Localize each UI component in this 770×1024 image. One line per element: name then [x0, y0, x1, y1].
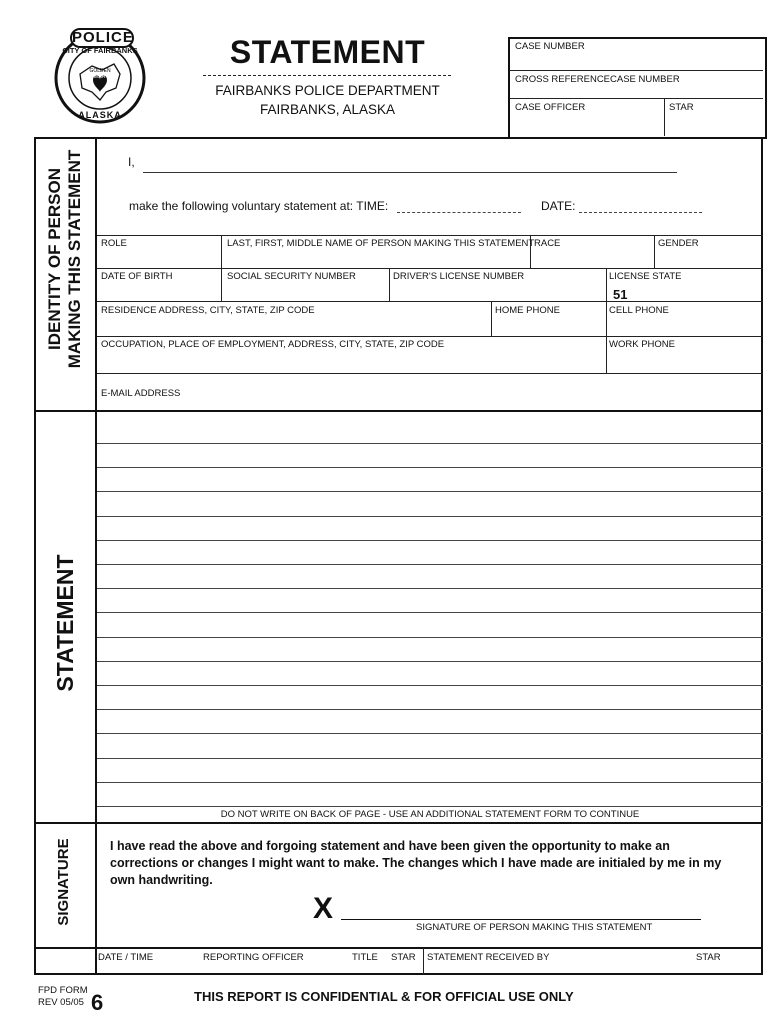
reporting-officer-label: REPORTING OFFICER [203, 952, 304, 963]
email-field[interactable] [200, 380, 760, 406]
full-name-label: LAST, FIRST, MIDDLE NAME OF PERSON MAKING THIS STATEMENT [227, 238, 535, 249]
department-location: FAIRBANKS, ALASKA [259, 102, 396, 117]
statement-text-area[interactable] [97, 413, 763, 805]
ssn-field[interactable] [224, 283, 387, 299]
case-number-label: CASE NUMBER [515, 41, 585, 52]
gender-field[interactable] [657, 250, 761, 266]
license-state-value[interactable]: 51 [613, 287, 628, 302]
person-name-line[interactable] [143, 154, 677, 172]
identity-side-label [45, 129, 87, 389]
police-seal [52, 30, 148, 126]
identity-side-label-line-1: IDENTITY OF PERSON [45, 168, 64, 350]
case-officer-label: CASE OFFICER [515, 102, 586, 113]
form-title: STATEMENT [229, 34, 426, 70]
officer-star-label: STAR [391, 952, 416, 963]
date-field[interactable] [579, 196, 702, 212]
date-label: DATE: [541, 199, 576, 213]
case-star-label: STAR [669, 102, 694, 113]
received-by-label: STATEMENT RECEIVED BY [427, 952, 550, 963]
cell-phone-label: CELL PHONE [609, 305, 669, 316]
seal-bottom-text: ALASKA [78, 110, 122, 120]
email-label: E-MAIL ADDRESS [101, 388, 181, 399]
attestation-text: I have read the above and forgoing statement and have been given the opportunity to make an corrections or changes I might want to make. The changes which I have made are initialed by me in my own handwriting. [110, 839, 722, 887]
signature-caption: SIGNATURE OF PERSON MAKING THIS STATEMENT [416, 922, 653, 933]
dob-label: DATE OF BIRTH [101, 271, 173, 282]
work-phone-label: WORK PHONE [609, 339, 675, 350]
race-label: RACE [534, 238, 561, 249]
identity-side-label-line-2: MAKING THIS STATEMENT [65, 149, 84, 369]
drivers-license-label: DRIVER'S LICENSE NUMBER [393, 271, 525, 282]
ssn-label: SOCIAL SECURITY NUMBER [227, 271, 356, 282]
work-phone-field[interactable] [609, 351, 761, 371]
reporting-officer-field[interactable] [98, 963, 420, 973]
statement-side-label: STATEMENT [52, 554, 78, 692]
title-label: TITLE [352, 952, 378, 963]
residence-label: RESIDENCE ADDRESS, CITY, STATE, ZIP CODE [101, 305, 315, 316]
department-name: FAIRBANKS POLICE DEPARTMENT [215, 83, 440, 98]
statement-footer-note: DO NOT WRITE ON BACK OF PAGE - USE AN ADDITIONAL STATEMENT FORM TO CONTINUE [220, 809, 640, 820]
page-number: 6 [91, 990, 104, 1015]
home-phone-field[interactable] [494, 317, 604, 334]
drivers-license-field[interactable] [392, 283, 604, 299]
home-phone-label: HOME PHONE [495, 305, 560, 316]
occupation-label: OCCUPATION, PLACE OF EMPLOYMENT, ADDRESS, CITY, STATE, ZIP CODE [101, 339, 445, 350]
signature-x-mark: X [313, 892, 334, 925]
seal-city-text: CITY OF FAIRBANKS [62, 46, 138, 55]
signature-side-label: SIGNATURE [55, 838, 72, 926]
case-officer-field[interactable] [512, 114, 662, 132]
i-label: I, [128, 155, 135, 169]
role-field[interactable] [99, 250, 219, 266]
cross-reference-label: CROSS REFERENCECASE NUMBER [515, 74, 680, 85]
confidential-notice: THIS REPORT IS CONFIDENTIAL & FOR OFFICIAL USE ONLY [194, 989, 574, 1004]
seal-inner-line-2: HEART [91, 74, 109, 80]
role-label: ROLE [101, 238, 127, 249]
seal-inner-line-1: GOLDEN [89, 68, 111, 74]
form-id: FPD FORM [38, 985, 88, 996]
seal-top-text: POLICE [72, 29, 134, 46]
race-field[interactable] [533, 250, 652, 266]
case-number-field[interactable] [512, 54, 760, 68]
form-revision: REV 05/05 [38, 997, 84, 1008]
date-time-label: DATE / TIME [98, 952, 154, 963]
occupation-field[interactable] [99, 351, 604, 371]
received-star-label: STAR [696, 952, 721, 963]
time-field[interactable] [397, 196, 521, 212]
voluntary-statement-text: make the following voluntary statement at: TIME: [129, 199, 389, 213]
dob-field[interactable] [99, 283, 219, 299]
license-state-label: LICENSE STATE [609, 271, 682, 282]
gender-label: GENDER [658, 238, 699, 249]
received-by-field[interactable] [427, 963, 760, 973]
case-star-field[interactable] [667, 114, 761, 132]
signature-field[interactable] [341, 893, 701, 919]
cell-phone-field[interactable] [609, 317, 761, 334]
cross-reference-field[interactable] [512, 85, 760, 97]
full-name-field[interactable] [224, 250, 528, 266]
residence-field[interactable] [99, 317, 489, 334]
